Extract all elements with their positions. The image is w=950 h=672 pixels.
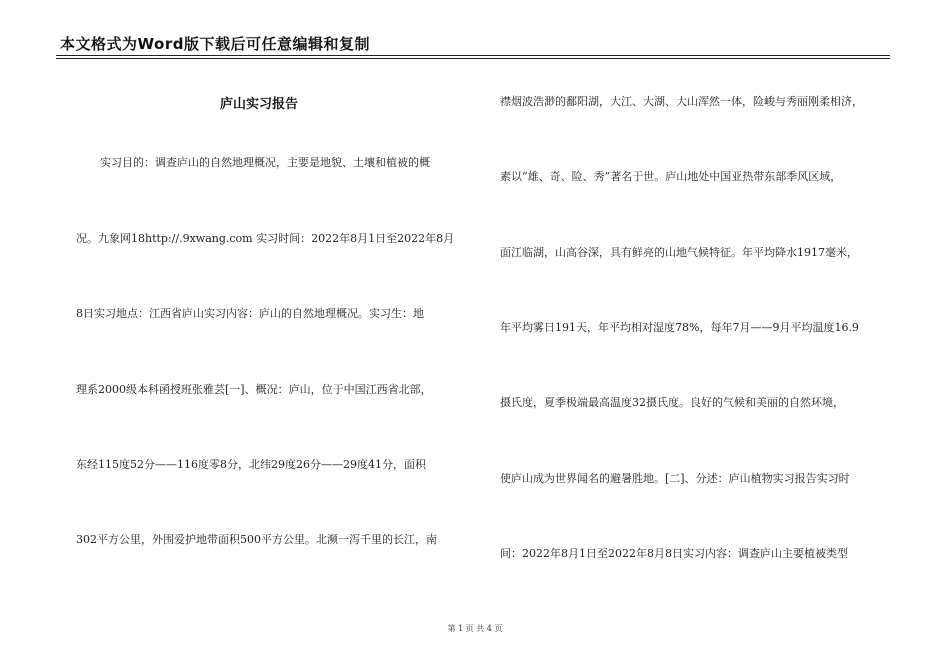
right-column-line: 年平均雾日191天，年平均相对湿度78%，每年7月——9月平均温度16.9 xyxy=(500,321,859,334)
right-column-line: 素以“雄、奇、险、秀”著名于世。庐山地处中国亚热带东部季风区域， xyxy=(500,170,842,183)
header-rule-top xyxy=(56,55,890,56)
right-column-line: 间：2022年8月1日至2022年8月8日实习内容：调查庐山主要植被类型 xyxy=(500,547,848,560)
left-column-line: 东经115度52分——116度零8分，北纬29度26分——29度41分，面积 xyxy=(76,458,426,471)
right-column-line: 摄氏度，夏季极端最高温度32摄氏度。良好的气候和美丽的自然环境， xyxy=(500,396,844,409)
page-number: 第 1 页 共 4 页 xyxy=(447,624,503,633)
right-column-line: 使庐山成为世界闻名的避暑胜地。[二]、分述：庐山植物实习报告实习时 xyxy=(500,472,850,485)
left-column-line: 实习目的：调查庐山的自然地理概况，主要是地貌、土壤和植被的概 xyxy=(100,156,430,169)
document-banner: 本文格式为Word版下载后可任意编辑和复制 xyxy=(60,35,370,53)
document-title: 庐山实习报告 xyxy=(220,97,299,112)
left-column-line: 况。九象网18http://.9xwang.com 实习时间：2022年8月1日至2022年8月 xyxy=(76,232,455,245)
left-column-line: 8日实习地点：江西省庐山实习内容：庐山的自然地理概况。实习生：地 xyxy=(76,307,424,320)
left-column-line: 理系2000级本科函授班张雅芸[一]、概况：庐山，位于中国江西省北部， xyxy=(76,383,432,396)
left-column-line: 302平方公里，外围爱护地带面积500平方公里。北濒一泻千里的长江，南 xyxy=(76,533,437,546)
right-column-line: 襟烟波浩渺的鄱阳湖，大江、大湖、大山浑然一体，险峻与秀丽刚柔相济， xyxy=(500,95,863,108)
header-rule-bottom xyxy=(56,58,890,59)
right-column-line: 面江临湖，山高谷深，具有鲜亮的山地气候特征。年平均降水1917毫米， xyxy=(500,246,858,259)
